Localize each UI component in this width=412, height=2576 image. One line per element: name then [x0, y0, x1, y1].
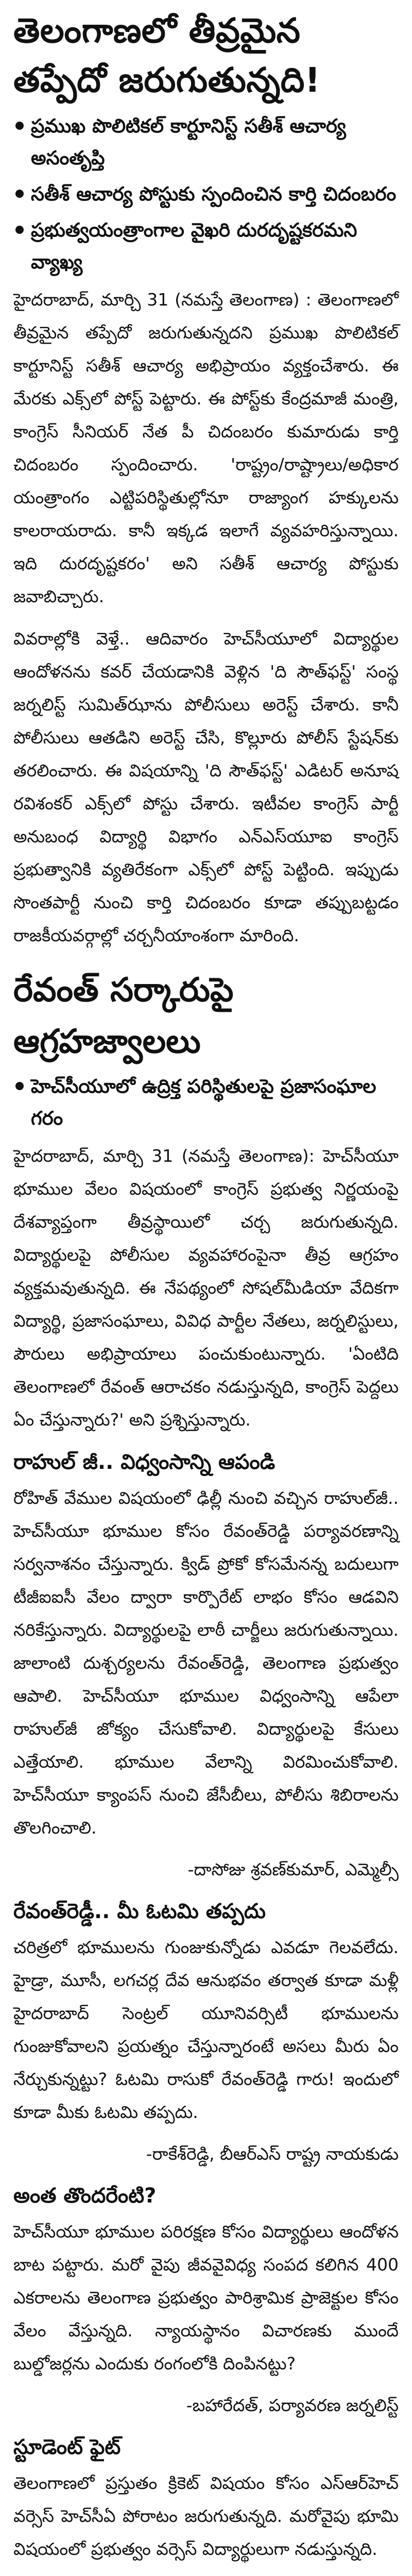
story-bullet-list [13, 110, 399, 278]
opinion-title: రాహుల్‌ జీ.. విధ్వంసాన్ని ఆపండి [13, 1450, 276, 1474]
opinion-block [13, 1895, 399, 2170]
story-headline: తెలంగాణలో తీవ్రమైన తప్పేదో జరుగుతున్నది! [13, 11, 321, 100]
opinion-title: రేవంత్‌రెడ్డీ.. మీ ఓటమి తప్పదు [13, 1900, 266, 1923]
opinion-block [13, 2431, 399, 2576]
bullet-item: హెచ్‌సీయూలో ఉద్రిక్త పరిస్థితులపై ప్రజాసంఘాల గరం [13, 1071, 399, 1134]
bullet-item: సతీశ్‌ ఆచార్య పోస్టుకు స్పందించిన కార్తి చిదంబరం [13, 178, 399, 210]
story-paragraph: హైదరాబాద్‌, మార్చి 31 (నమస్తే తెలంగాణ): హెచ్‌సీయూ భూముల వేలం విషయంలో కాంగ్రెస్‌ ప్రభుత్వ నిర్ణయంపై దేశవ్యాప్తంగా తీవ్రస్థాయిలో చర్చ జరుగుతున్నది. విద్యార్థులపై పోలీసుల వ్యవహారంపైనా తీవ్ర ఆగ్రహం వ్యక్తమవుతున్నది. ఈ నేపథ్యంలో సోషల్‌మీడియా వేదికగా విద్యార్థి, ప్రజాసంఘాలు, వివిధ పార్టీల నేతలు, జర్నలిస్టులు, పౌరులు అభిప్రాయాలు పంచుకుంటున్నారు. 'ఏంటిది తెలంగాణలో రేవంత్‌ ఆరాచకం నడుస్తున్నది, కాంగ్రెస్‌ పెద్దలు ఏం చేస్తున్నారు?' అని ప్రశ్నిస్తున్నారు. [13, 1146, 399, 1430]
story-paragraph: వివరాల్లోకి వెళ్తే.. ఆదివారం హెచ్‌సీయూలో విద్యార్థుల ఆందోళనను కవర్‌ చేయడానికి వెళ్లిన 'ది సౌత్‌ఫస్ట్‌' సంస్థ జర్నలిస్ట్‌ సుమిత్‌ఝాను పోలీసులు అరెస్ట్‌ చేశారు. కానీ పోలీసులు ఆతడిని అరెస్ట్‌ చేసి, కొల్లూరు పోలీస్‌ స్టేషన్‌కు తరలించారు. ఈ విషయాన్ని 'ది సౌత్‌ఫస్ట్‌' ఎడిటర్‌ అనూష రవిశంకర్‌ ఎక్స్‌లో పోస్టు చేశారు. ఇటీవల కాంగ్రెస్‌ పార్టీ అనుబంధ విద్యార్థి విభాగం ఎన్‌ఎస్‌యూఐ కాంగ్రెస్‌ ప్రభుత్వానికి వ్యతిరేకంగా ఎక్స్‌లో పోస్ట్‌ పెట్టింది. ఇప్పుడు సొంతపార్టీ నుంచి కార్తి చిదంబరం కూడా తప్పుబట్టడం రాజకీయవర్గాల్లో చర్చనీయాంశంగా మారింది. [13, 629, 399, 945]
opinion-title: అంత తొందరేంటి? [13, 2184, 157, 2208]
opinion-author: -రాకేశ్‌రెడ్డి, బీఆర్‌ఎస్‌ రాష్ట్ర నాయకుడు [146, 2144, 399, 2164]
opinion-text: హెచ్‌సీయూ భూముల పరిరక్షణ కోసం విద్యార్థులు ఆందోళన బాట పట్టారు. మరో వైపు జీవవైవిధ్య సంపద కలిగిన 400 ఎకరాలను తెలంగాణ ప్రభుత్వం పారిశ్రామిక ప్రాజెక్టుల కోసం వేలం వేస్తున్నది. న్యాయస్థానం విచారణకు ముందే బుల్డోజర్లను ఎందుకు రంగంలోకి దింపినట్టు? [13, 2222, 399, 2374]
bullet-item: ప్రముఖ పొలిటికల్‌ కార్టూనిస్ట్‌ సతీశ్‌ ఆచార్య అసంతృప్తి [13, 110, 399, 174]
opinion-author: -బహారేదత్‌, పర్యావరణ జర్నలిస్ట్‌ [186, 2395, 399, 2415]
bullet-item: ప్రభుత్వయంత్రాంగాల వైఖరి దురదృష్టకరమని వ్యాఖ్య [13, 214, 399, 278]
opinion-text: తెలంగాణలో ప్రస్తుతం క్రికెట్‌ విషయం కోసం ఎస్‌ఆర్‌హెచ్‌ వర్సెస్‌ హెచ్‌సీఏ పోరాటం జరుగుతున్నది. మరోవైపు భూమి విషయంలో ప్రభుత్వం వర్సెస్‌ విద్యార్థులుగా నడుస్తున్నది. [13, 2473, 399, 2559]
story-bullet-list [13, 1071, 399, 1134]
opinion-author: -దాసోజు శ్రవణ్‌కుమార్‌, ఎమ్మెల్సీ [187, 1859, 399, 1879]
opinion-block [13, 2179, 399, 2421]
story-headline: రేవంత్‌ సర్కారుపై ఆగ్రహజ్వాలలు [13, 971, 234, 1061]
opinion-title: స్టూడెంట్‌ ఫైట్‌ [13, 2435, 121, 2459]
story-paragraph: హైదరాబాద్‌, మార్చి 31 (నమస్తే తెలంగాణ) : తెలంగాణలో తీవ్రమైన తప్పేదో జరుగుతున్నదని ప్రముఖ పొలిటికల్‌ కార్టూనిస్ట్‌ సతీశ్‌ ఆచార్య అభిప్రాయం వ్యక్తంచేశారు. ఈ మేరకు ఎక్స్‌లో పోస్ట్‌ పెట్టారు. ఈ పోస్ట్‌కు కేంద్రమాజీ మంత్రి, కాంగ్రెస్‌ సీనియర్‌ నేత పీ చిదంబరం కుమారుడు కార్తి చిదంబరం స్పందించారు. 'రాష్ట్రం/రాష్ట్రాలు/అధికార యంత్రాంగం ఎట్టిపరిస్థితుల్లోనూ రాజ్యాంగ హక్కులను కాలరాయరాదు. కానీ ఇక్కడ ఇలాగే వ్యవహరిస్తున్నాయి. ఇది దురదృష్టకరం' అని సతీశ్‌ ఆచార్య పోస్టుకు జవాబిచ్చారు. [13, 290, 399, 606]
opinion-text: చరిత్రలో భూములను గుంజుకున్నోడు ఎవడూ గెలవలేదు. హైడ్రా, మూసీ, లగచర్ల దేవ ఆనుభవం తర్వాత కూడా మళ్లీ హైదరాబాద్‌ సెంట్రల్‌ యూనివర్సిటీ భూములను గుంజుకోవాలని ప్రయత్నం చేస్తున్నారంటే అసలు మీరు ఏం నేర్చుకున్నట్టు? ఓటమి రాసుకో రేవంత్‌రెడ్డి గారు! ఇందులో కూడా మీకు ఓటమి తప్పదు. [13, 1937, 399, 2122]
story-hcu-wrong-happening [13, 6, 399, 952]
story-revanth-government-anger [13, 964, 399, 2576]
opinion-text: రోహిత్‌ వేముల విషయంలో ఢిల్లీ నుంచి వచ్చిన రాహుల్‌జీ.. హెచ్‌సీయూ భూముల కోసం రేవంత్‌రెడ్డి పర్యావరణాన్ని సర్వనాశనం చేస్తున్నారు. క్విడ్‌ ప్రోకో కోసమేనన్న బదులుగా టీజీఐఐసీ వేలం ద్వారా కార్పొరేట్‌ లాభం కోసం ఆడవిని నరికేస్తున్నారు. విద్యార్థులపై లాఠీ చార్జీలు జరుగుతున్నాయి. జాలాంటి దుశ్చర్యలను రేవంత్‌రెడ్డి, తెలంగాణ ప్రభుత్వం ఆపాలి. హెచ్‌సీయూ భూముల విధ్వంసాన్ని ఆపేలా రాహుల్‌జీ జోక్యం చేసుకోవాలి. విద్యార్థులపై కేసులు ఎత్తేయాలి. భూముల వేలాన్ని విరమించుకోవాలి. హెచ్‌సీయూ క్యాంపస్‌ నుంచి జేసీబీలు, పోలీసు శిబిరాలను తొలగించాలి. [13, 1488, 399, 1838]
opinion-block [13, 1446, 399, 1886]
